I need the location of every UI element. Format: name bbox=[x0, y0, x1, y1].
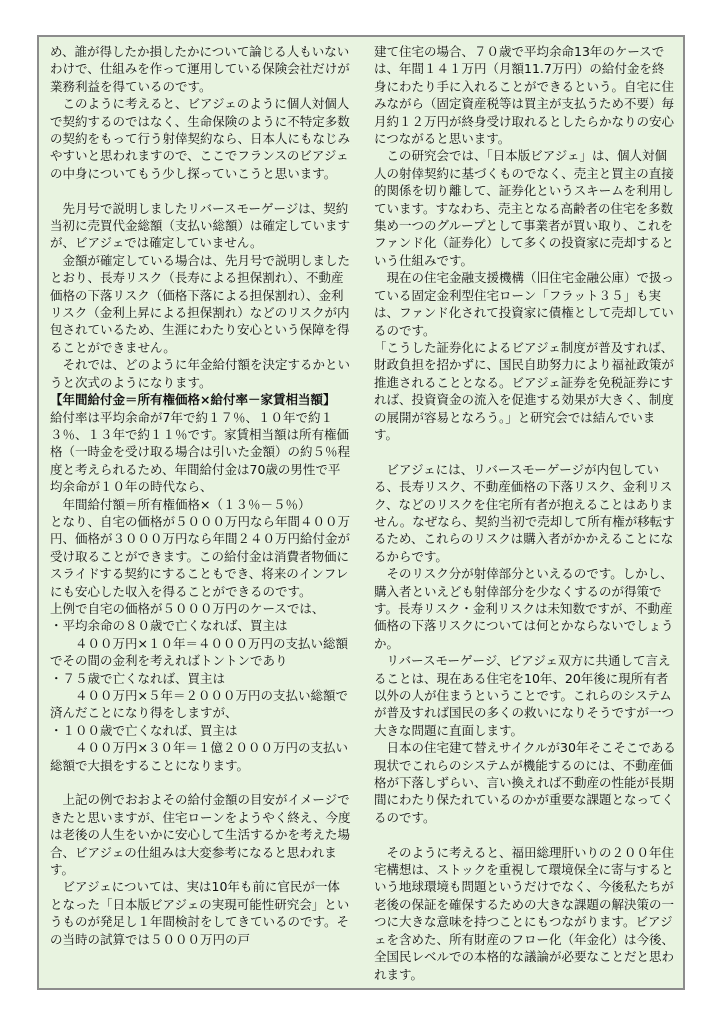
quote-paragraph: 「こうした証券化によるビアジェ制度が普及すれば、財政負担を招かずに、国民自助努力により福祉政策が推進されることとなる。ビアジェ証券を免税証券にすれば、投資資金の流入を促進する効果が大きく、制度の展開が容易となろう。」と研究会では結んでいます。 bbox=[374, 339, 675, 442]
list-item-detail: ４００万円×５年＝２０００万円の支払い総額で済んだことになり得をしますが、 bbox=[50, 688, 348, 721]
newsletter-page bbox=[37, 35, 685, 990]
paragraph: 金額が確定している場合は、先月号で説明しましたとおり、長寿リスク（長寿による担保割れ）、不動産価格の下落リスク（価格下落による担保割れ）、金利リスク（金利上昇による担保割れ）などのリスクが内包されているため、生涯にわたり安心という保障を得ることができません。 bbox=[50, 252, 351, 355]
paragraph-spacer bbox=[374, 826, 676, 843]
list-item-detail: ４００万円×１０年＝４０００万円の支払い総額でその間の金利を考えればトントンであり bbox=[50, 635, 348, 669]
paragraph: 上例で自宅の価格が５０００万円のケースでは、 bbox=[50, 600, 325, 616]
paragraph: ビアジェについては、実は10年も前に官民が一体となった「日本版ビアジェの実現可能性研究会」というものが発足し１年間検討をしてきているのです。その当時の試算では５０００万円の戸 bbox=[50, 879, 350, 947]
paragraph: そのように考えると、福田総理肝いりの２００年住宅構想は、ストックを重視して環境保全に寄与するという地球環境も問題というだけでなく、今後私たちが老後の保証を確保するための大きな課題の解決策の一つに大きな意味を持つことにもつながります。ビアジェを含めた、所有財産のフロー化（年金化）は今後、全国民レベルでの本格的な議論が必要なことだと思われます。 bbox=[374, 844, 675, 982]
paragraph: 上記の例でおおよその給付金額の目安がイメージできたと思いますが、住宅ローンをようやく終え、今度は老後の人生をいかに安心して生活するかを考えた場合、ビアジェの仕組みは大変参考になると思われます。 bbox=[50, 792, 351, 878]
paragraph: この研究会では、「日本版ビアジェ」は、個人対個人の射倖契約に基づくものでなく、売主と買主の直接的関係を切り離して、証券化というスキームを利用しています。すなわち、売主となる高齢者の住宅を多数集め一つのグループとして事業者が買い取り、これをファンド化（証券化）して多くの投資家に売却するという仕組みです。 bbox=[374, 148, 674, 268]
paragraph: それでは、どのように年金給付額を決定するかというと次式のようになります。 bbox=[50, 357, 351, 390]
paragraph: 現在の住宅金融支援機構（旧住宅金融公庫）で扱っている固定金利型住宅ローン「フラット３５」も実は、ファンド化されて投資家に債権として売却しているのです。 bbox=[374, 270, 675, 338]
paragraph: このように考えると、ビアジェのように個人対個人で契約するのではなく、生命保険のように不特定多数の契約をもって行う射倖契約なら、日本人にもなじみやすいと思われますので、ここでフランスのビアジェの中身についてもう少し探っていこうと思います。 bbox=[50, 96, 351, 181]
paragraph: リバースモーゲージ、ビアジェ双方に共通して言えることは、現在ある住宅を10年、20年後に現所有者以外の人が住まうということです。これらのシステムが普及すれば国民の多くの救いになりそうですが一つ大きな問題に直面します。 bbox=[374, 653, 675, 738]
formula-line: 年間給付額＝所有権価格×（１３％－５％） bbox=[50, 496, 311, 512]
paragraph: 日本の住宅建て替えサイクルが30年そこそこである現状でこれらのシステムが機能するのには、不動産価格が下落しずらい、言い換えれば不動産の性能が長期間にわたり保たれているのかが重要な課題となってくるのです。 bbox=[374, 740, 676, 825]
paragraph: 先月号で説明しましたリバースモーゲージは、契約当初に売買代金総額（支払い総額）は確定していますが、ビアジェでは確定していません。 bbox=[50, 200, 351, 251]
paragraph: そのリスク分が射倖部分といえるのです。しかし、購入者といえども射倖部分を少なくするのが得策です。長寿リスク・金利リスクは未知数ですが、不動産価格の下落リスクについては何とかならないでしょうか。 bbox=[374, 566, 674, 651]
formula-line: 【年間給付金＝所有権価格×給付率－家賃相当額】 bbox=[50, 392, 336, 408]
list-item-detail: ４００万円×３０年＝１億２０００万円の支払い総額で大損をすることになります。 bbox=[50, 740, 348, 773]
paragraph: め、誰が得したか損したかについて論じる人もいないわけで、仕組みを作って運用している保険会社だけが業務利益を得ているのです。 bbox=[50, 44, 350, 94]
paragraph-spacer bbox=[50, 774, 352, 791]
paragraph-spacer bbox=[50, 182, 352, 199]
paragraph: ビアジェには、リバースモーゲージが内包している、長寿リスク、不動産価格の下落リスク、金利リスク、などのリスクを住宅所有者が抱えることはありません。なぜなら、契約当初で売却して所有権が移転するため、これらのリスクは購入者がかかえることになるからです。 bbox=[374, 461, 675, 564]
paragraph: となり、自宅の価格が５０００万円なら年間４００万円、価格が３０００万円なら年間２４０万円給付金が受け取ることができます。この給付金は消費者物価にスライドする契約にすることもでき、将来のインフレにも安心した収入を得ることができるのです。 bbox=[50, 513, 351, 599]
left-text-column bbox=[50, 43, 352, 983]
right-text-column bbox=[374, 43, 676, 983]
paragraph-spacer bbox=[374, 443, 676, 460]
paragraph: 給付率は平均余命が7年で約１７％、１０年で約１３％、１３年で約１１％です。家賃相当額は所有権価格（一時金を受け取る場合は引いた金額）の約５％程度と考えられるため、年間給付金は70歳の男性で平均余命が１０年の時代なら、 bbox=[50, 409, 351, 495]
list-item: ・１００歳で亡くなれば、買主は bbox=[50, 722, 238, 738]
list-item: ・７５歳で亡くなれば、買主は bbox=[50, 670, 226, 686]
paragraph: 建て住宅の場合、７０歳で平均余命13年のケースでは、年間１４１万円（月額11.7万円）の給付金を終身にわたり手に入れることができるという。自宅に住みながら（固定資産税等は買主が支払うため不要）毎月約１２万円が終身受け取れるとしたらかなりの安心につながると思います。 bbox=[374, 44, 675, 147]
list-item: ・平均余命の８０歳で亡くなれば、買主は bbox=[50, 618, 288, 634]
